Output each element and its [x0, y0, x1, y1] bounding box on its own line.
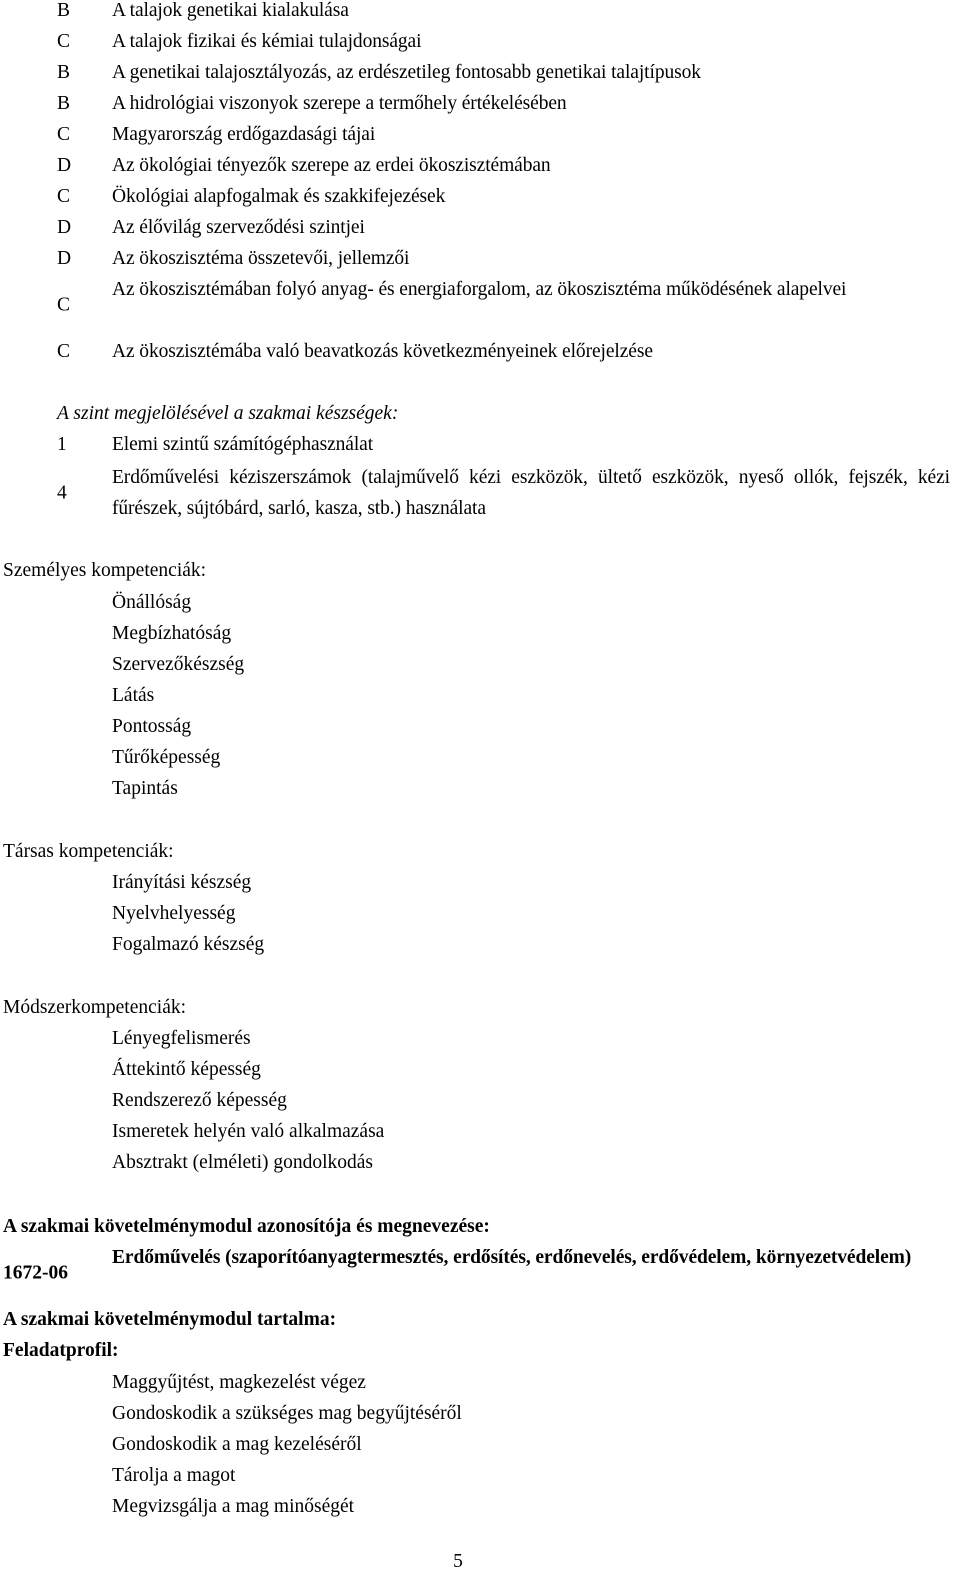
level-code: D	[57, 217, 72, 238]
task-profile-heading: Feladatprofil:	[3, 1340, 119, 1361]
topic-text: Az ökoszisztémában folyó anyag- és energiaforgalom, az ökoszisztéma működésének alapelvei	[112, 279, 847, 300]
module-id-heading: A szakmai követelménymodul azonosítója és megnevezése:	[3, 1216, 490, 1237]
personal-competences-title: Személyes kompetenciák:	[3, 560, 207, 581]
competence-item: Fogalmazó készség	[112, 934, 265, 955]
task-item: Tárolja a magot	[112, 1465, 236, 1486]
social-competences-title: Társas kompetenciák:	[3, 841, 174, 862]
level-code: D	[57, 248, 72, 269]
competence-item: Lényegfelismerés	[112, 1028, 251, 1049]
skills-heading: A szint megjelölésével a szakmai készségek:	[57, 403, 399, 424]
level-code: C	[57, 294, 71, 316]
task-item: Gondoskodik a szükséges mag begyűjtéséről	[112, 1403, 462, 1424]
competence-item: Megbízhatóság	[112, 623, 232, 644]
competence-item: Irányítási készség	[112, 872, 252, 893]
topic-text: A hidrológiai viszonyok szerepe a termőhely értékelésében	[112, 93, 567, 114]
competence-item: Pontosság	[112, 716, 192, 737]
competence-item: Absztrakt (elméleti) gondolkodás	[112, 1152, 374, 1173]
level-code: D	[57, 155, 72, 176]
level-code: C	[57, 341, 71, 362]
competence-item: Rendszerező képesség	[112, 1090, 287, 1111]
skill-text: Erdőművelési kéziszerszámok (talajművelő kézi eszközök, ültető eszközök, nyeső ollók, fejszék, kézi fűrészek, sújtóbárd, sarló, kasza, stb.) használata	[112, 467, 950, 519]
topic-text: Az ökoszisztéma összetevői, jellemzői	[112, 248, 410, 269]
module-code: 1672-06	[3, 1262, 68, 1284]
competence-item: Szervezőkészség	[112, 654, 245, 675]
topic-text: Az élővilág szerveződési szintjei	[112, 217, 365, 238]
skill-level: 4	[57, 482, 67, 504]
topic-text: Magyarország erdőgazdasági tájai	[112, 124, 376, 145]
topic-text: Az ökológiai tényezők szerepe az erdei ökoszisztémában	[112, 155, 551, 176]
task-item: Gondoskodik a mag kezeléséről	[112, 1434, 362, 1455]
knowledge-row	[0, 274, 960, 336]
topic-text: Az ökoszisztémába való beavatkozás következményeinek előrejelzése	[112, 341, 653, 362]
level-code: B	[57, 0, 71, 21]
method-competences-title: Módszerkompetenciák:	[3, 997, 187, 1018]
module-title-row	[0, 1242, 960, 1304]
skill-row	[0, 462, 960, 524]
competence-item: Önállóság	[112, 592, 192, 613]
skill-level: 1	[57, 434, 67, 455]
level-code: C	[57, 186, 71, 207]
skill-text: Elemi szintű számítógéphasználat	[112, 434, 374, 455]
competence-item: Nyelvhelyesség	[112, 903, 236, 924]
module-content-heading: A szakmai követelménymodul tartalma:	[3, 1309, 337, 1330]
competence-item: Ismeretek helyén való alkalmazása	[112, 1121, 385, 1142]
page-number: 5	[453, 1551, 463, 1572]
module-name: Erdőművelés (szaporítóanyagtermesztés, erdősítés, erdőnevelés, erdővédelem, környezetvédelem)	[112, 1247, 912, 1268]
competence-item: Tűrőképesség	[112, 747, 221, 768]
competence-item: Tapintás	[112, 778, 178, 799]
task-item: Maggyűjtést, magkezelést végez	[112, 1372, 366, 1393]
level-code: B	[57, 62, 71, 83]
competence-item: Látás	[112, 685, 155, 706]
topic-text: A talajok genetikai kialakulása	[112, 0, 349, 21]
topic-text: A genetikai talajosztályozás, az erdészetileg fontosabb genetikai talajtípusok	[112, 62, 701, 83]
level-code: C	[57, 124, 71, 145]
task-item: Megvizsgálja a mag minőségét	[112, 1496, 355, 1517]
level-code: C	[57, 31, 71, 52]
topic-text: A talajok fizikai és kémiai tulajdonságai	[112, 31, 422, 52]
competence-item: Áttekintő képesség	[112, 1059, 261, 1080]
level-code: B	[57, 93, 71, 114]
topic-text: Ökológiai alapfogalmak és szakkifejezések	[112, 186, 446, 207]
